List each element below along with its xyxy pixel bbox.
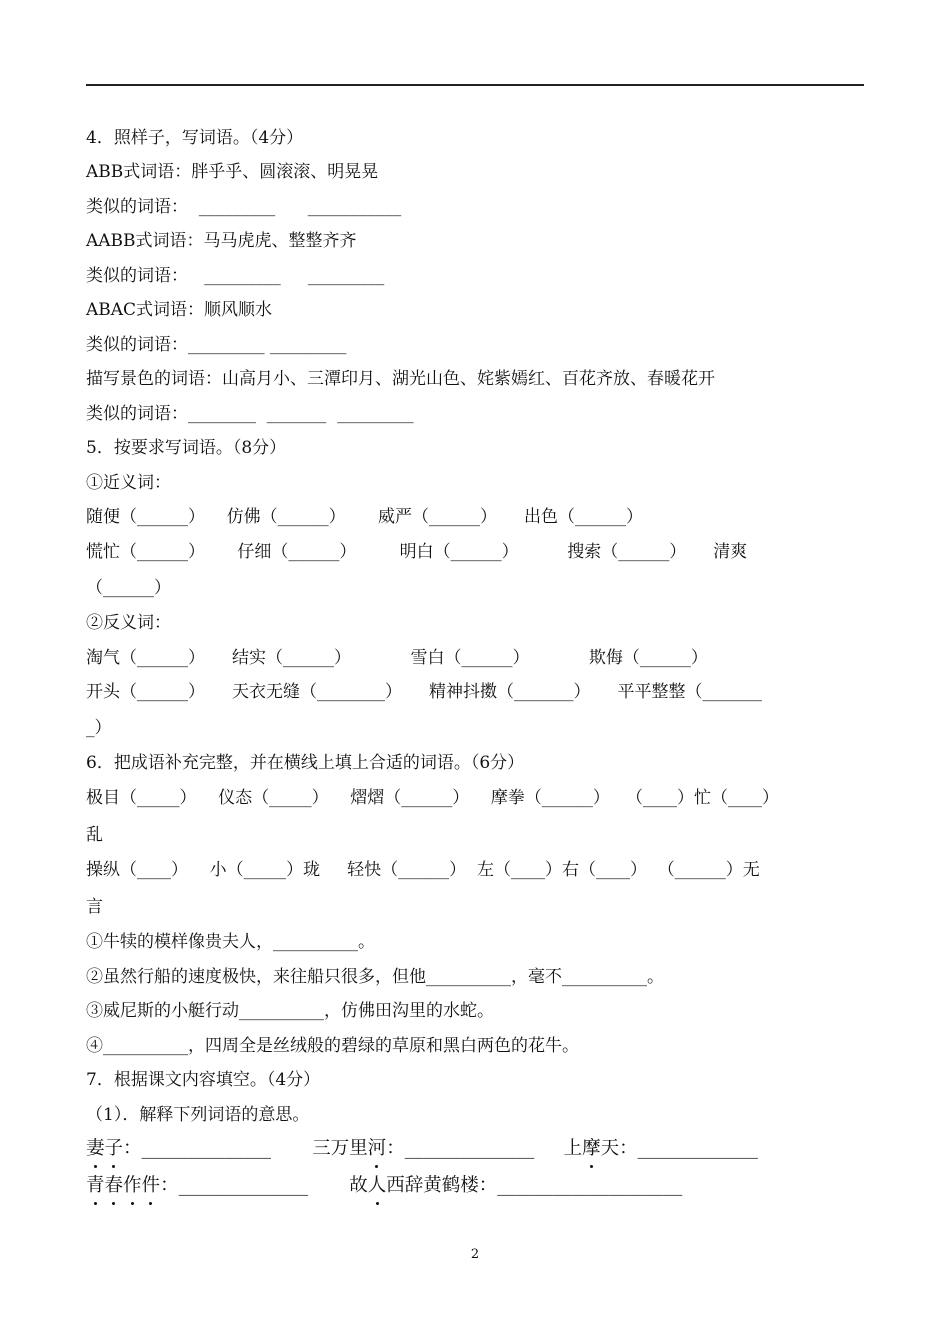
q5-antonym-row-2: 开头（______） 天衣无缝（________） 精神抖擞（_______） 平平整整（_______ [86,682,763,702]
blank-text: 天：_____________ [600,1138,758,1159]
q4-abb-example: ABB式词语：胖乎乎、圆滚滚、明晃晃 [86,162,379,182]
q6-sentence-3: ③威尼斯的小艇行动__________，仿佛田沟里的水蛇。 [86,1001,494,1021]
marked-char: 青 [86,1175,105,1196]
marked-char: 件 [141,1175,161,1196]
q5-synonym-row-1: 随便（______） 仿佛（______） 威严（______） 出色（______） [86,507,644,527]
marked-char: 子 [104,1138,124,1159]
q5-antonym-row-3: _） [86,718,112,738]
header-rule [86,84,864,86]
term-text: 故 [308,1175,368,1196]
q6-idiom-row-2-wrap: 言 [86,897,103,917]
marked-char: 妻 [86,1138,105,1159]
q6-sentence-2: ②虽然行船的速度极快，来往船只很多，但他__________，毫不__________。 [86,967,664,987]
blank-text: ：______________ [160,1175,309,1196]
q5-title: 5．按要求写词语。（8分） [86,438,287,458]
q4-title: 4．照样子，写词语。（4分） [86,128,304,148]
marked-char: 摩 [582,1138,601,1159]
q7-sub-1: （1）．解释下列词语的意思。 [86,1105,310,1125]
marked-char: 人 [367,1175,387,1196]
q4-abb-blanks: 类似的词语： _________ ___________ [86,197,402,217]
q4-aabb-blanks: 类似的词语： _________ _________ [86,266,385,286]
blank-text: 西辞黄鹤楼：____________________ [386,1175,683,1196]
term-text: 上 [534,1138,583,1159]
q5-synonym-row-2: 慌忙（______） 仔细（______） 明白（______） 搜索（______） 清爽 [86,542,748,562]
q4-aabb-example: AABB式词语：马马虎虎、整整齐齐 [86,231,357,251]
q4-abac-blanks: 类似的词语：_________ _________ [86,335,347,355]
q6-title: 6．把成语补充完整，并在横线上填上合适的词语。（6分） [86,753,525,773]
q5-synonym-heading: ①近义词： [86,473,171,493]
q6-idiom-row-2: 操纵（____） 小（_____）珑 轻快（______） 左（____）右（____） （______）无 [86,860,760,880]
q5-antonym-heading: ②反义词： [86,613,171,633]
q6-idiom-row-1-wrap: 乱 [86,825,103,845]
page-number: 2 [470,1247,480,1262]
marked-char: 作 [123,1175,142,1196]
q7-explain-row-2 [86,1174,682,1198]
q6-idiom-row-1: 极目（_____） 仪态（_____） 熠熠（______） 摩拳（______） （____）忙（____） [86,788,780,808]
q5-synonym-row-3: （______） [86,578,171,598]
marked-char: 春 [104,1175,124,1196]
q4-abac-example: ABAC式词语：顺风顺水 [86,300,273,320]
q7-title: 7．根据课文内容填空。（4分） [86,1070,321,1090]
term-text: 三万里 [271,1138,368,1159]
q4-scenery-example: 描写景色的词语：山高月小、三潭印月、湖光山色、姹紫嫣红、百花齐放、春暖花开 [86,369,715,389]
q7-explain-row-1 [86,1137,758,1161]
q6-sentence-1: ①牛犊的模样像贵夫人，__________。 [86,932,375,952]
blank-text: ：______________ [386,1138,535,1159]
marked-char: 河 [367,1138,387,1159]
blank-text: ：______________ [123,1138,272,1159]
q5-antonym-row-1: 淘气（______） 结实（______） 雪白（______） 欺侮（______） [86,648,708,668]
q4-scenery-blanks: 类似的词语：________ _______ _________ [86,404,414,424]
q6-sentence-4: ④__________，四周全是丝绒般的碧绿的草原和黑白两色的花牛。 [86,1036,579,1056]
